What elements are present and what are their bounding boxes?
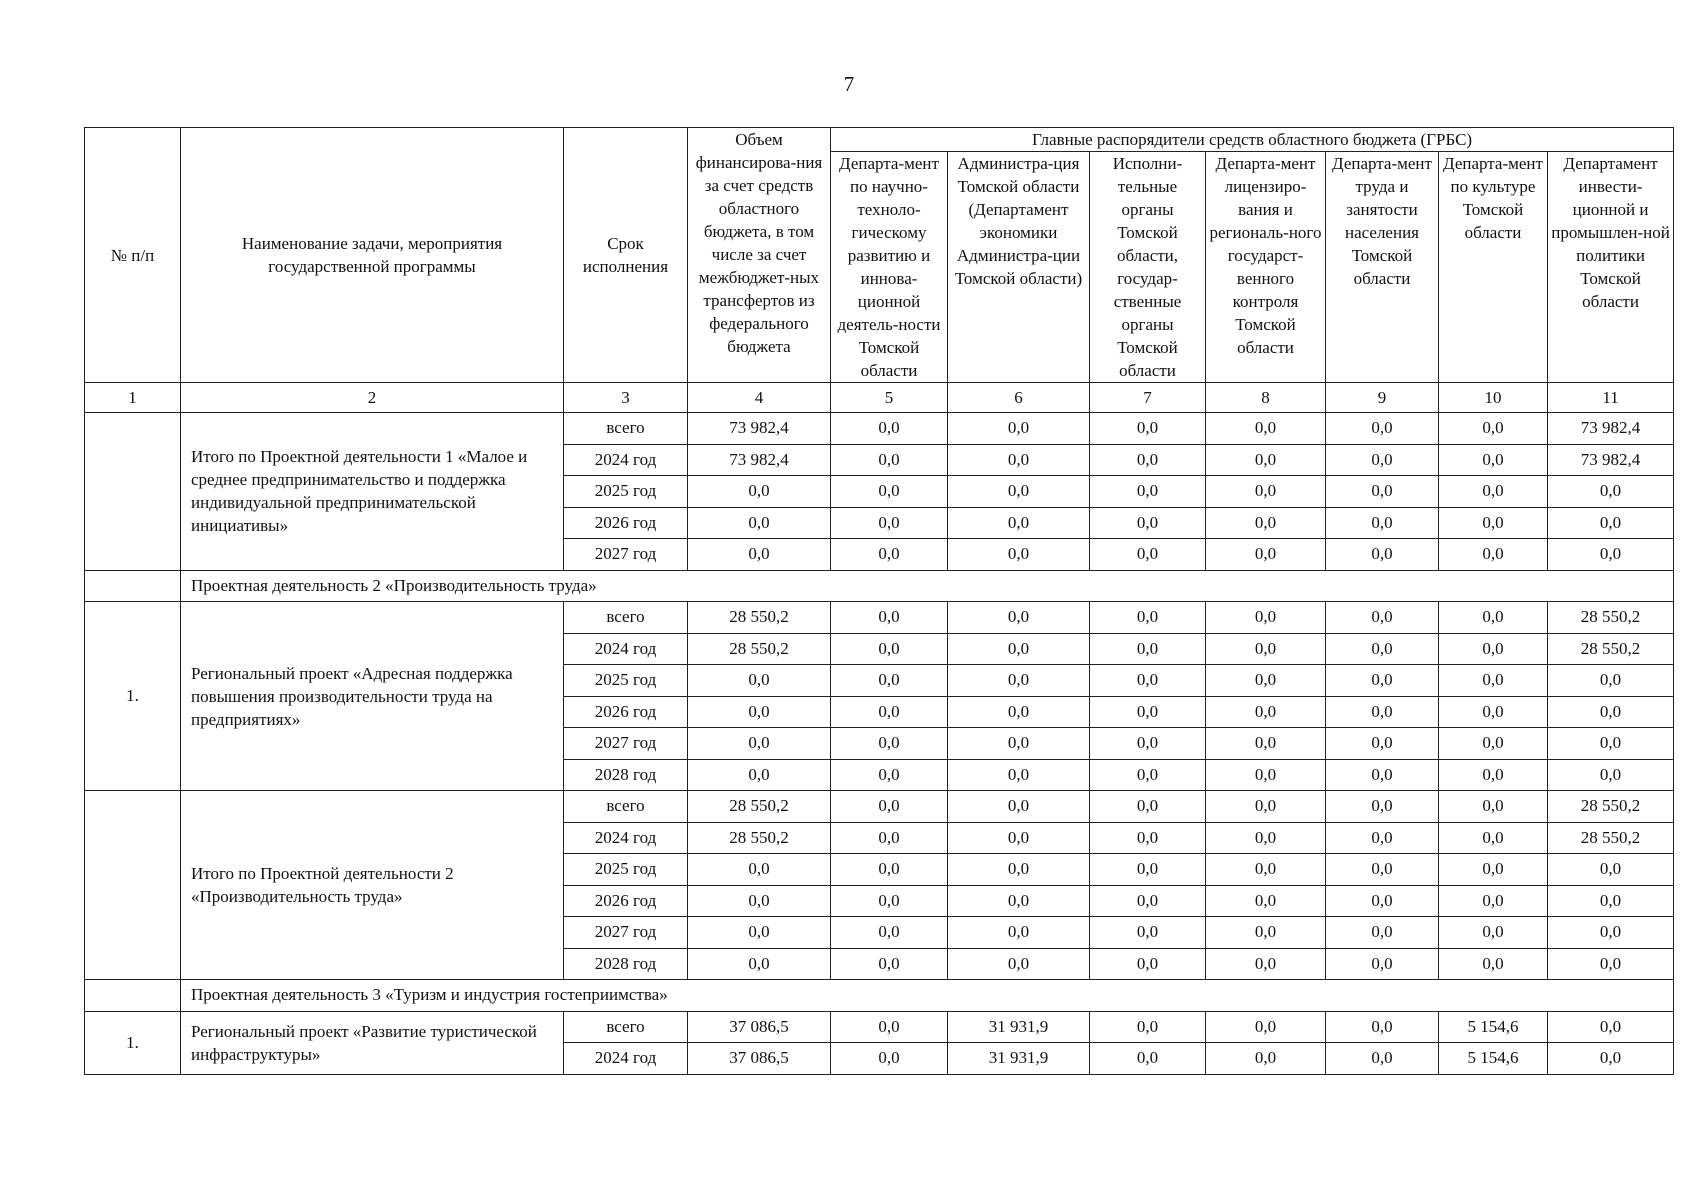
term-cell: 2024 год (564, 633, 688, 665)
column-number: 1 (85, 383, 181, 413)
value-cell-labour: 0,0 (1326, 665, 1439, 697)
term-cell: 2028 год (564, 948, 688, 980)
value-cell-administration: 0,0 (948, 633, 1090, 665)
value-cell-administration: 0,0 (948, 791, 1090, 823)
value-cell-administration: 0,0 (948, 476, 1090, 508)
value-cell-volume: 37 086,5 (688, 1011, 831, 1043)
section-row (85, 570, 1674, 602)
column-number: 8 (1206, 383, 1326, 413)
value-cell-culture: 0,0 (1439, 507, 1548, 539)
value-cell-executive-bodies: 0,0 (1090, 696, 1206, 728)
value-cell-culture: 0,0 (1439, 413, 1548, 445)
header-grbs-labour: Департа-мент труда и занятости населения Томской области (1326, 152, 1439, 383)
value-cell-executive-bodies: 0,0 (1090, 444, 1206, 476)
value-cell-science: 0,0 (831, 822, 948, 854)
column-number: 3 (564, 383, 688, 413)
term-cell: 2027 год (564, 917, 688, 949)
header-col-name: Наименование задачи, мероприятия государственной программы (181, 128, 564, 383)
value-cell-volume: 28 550,2 (688, 633, 831, 665)
term-cell: всего (564, 791, 688, 823)
value-cell-science: 0,0 (831, 476, 948, 508)
term-cell: 2024 год (564, 1043, 688, 1075)
column-number: 2 (181, 383, 564, 413)
value-cell-licensing: 0,0 (1206, 507, 1326, 539)
value-cell-culture: 0,0 (1439, 476, 1548, 508)
column-number: 7 (1090, 383, 1206, 413)
value-cell-culture: 5 154,6 (1439, 1011, 1548, 1043)
term-cell: 2025 год (564, 665, 688, 697)
value-cell-executive-bodies: 0,0 (1090, 854, 1206, 886)
value-cell-licensing: 0,0 (1206, 885, 1326, 917)
value-cell-science: 0,0 (831, 1011, 948, 1043)
term-cell: 2028 год (564, 759, 688, 791)
value-cell-administration: 0,0 (948, 602, 1090, 634)
value-cell-licensing: 0,0 (1206, 917, 1326, 949)
value-cell-labour: 0,0 (1326, 1011, 1439, 1043)
value-cell-culture: 0,0 (1439, 917, 1548, 949)
value-cell-culture: 0,0 (1439, 728, 1548, 760)
term-cell: всего (564, 1011, 688, 1043)
value-cell-volume: 28 550,2 (688, 822, 831, 854)
value-cell-science: 0,0 (831, 791, 948, 823)
value-cell-labour: 0,0 (1326, 854, 1439, 886)
value-cell-administration: 0,0 (948, 822, 1090, 854)
value-cell-investment: 0,0 (1548, 759, 1674, 791)
header-col-term: Срок исполнения (564, 128, 688, 383)
activity-name: Региональный проект «Развитие туристической инфраструктуры» (181, 1011, 564, 1074)
value-cell-executive-bodies: 0,0 (1090, 507, 1206, 539)
value-cell-investment: 0,0 (1548, 1011, 1674, 1043)
value-cell-science: 0,0 (831, 539, 948, 571)
value-cell-labour: 0,0 (1326, 917, 1439, 949)
value-cell-culture: 0,0 (1439, 665, 1548, 697)
table-row (85, 602, 1674, 634)
table-row (85, 413, 1674, 445)
value-cell-administration: 31 931,9 (948, 1043, 1090, 1075)
value-cell-culture: 0,0 (1439, 822, 1548, 854)
value-cell-licensing: 0,0 (1206, 948, 1326, 980)
value-cell-volume: 0,0 (688, 948, 831, 980)
value-cell-labour: 0,0 (1326, 413, 1439, 445)
header-grbs-culture: Департа-мент по культуре Томской области (1439, 152, 1548, 383)
value-cell-volume: 0,0 (688, 854, 831, 886)
value-cell-investment: 0,0 (1548, 696, 1674, 728)
value-cell-executive-bodies: 0,0 (1090, 728, 1206, 760)
value-cell-administration: 0,0 (948, 854, 1090, 886)
value-cell-investment: 73 982,4 (1548, 444, 1674, 476)
value-cell-administration: 0,0 (948, 885, 1090, 917)
value-cell-administration: 0,0 (948, 696, 1090, 728)
term-cell: 2025 год (564, 476, 688, 508)
value-cell-labour: 0,0 (1326, 539, 1439, 571)
value-cell-executive-bodies: 0,0 (1090, 413, 1206, 445)
value-cell-investment: 0,0 (1548, 885, 1674, 917)
value-cell-administration: 0,0 (948, 507, 1090, 539)
value-cell-volume: 37 086,5 (688, 1043, 831, 1075)
section-index-cell (85, 570, 181, 602)
value-cell-executive-bodies: 0,0 (1090, 633, 1206, 665)
value-cell-licensing: 0,0 (1206, 1011, 1326, 1043)
value-cell-licensing: 0,0 (1206, 854, 1326, 886)
term-cell: 2025 год (564, 854, 688, 886)
table-header (85, 128, 1674, 413)
value-cell-executive-bodies: 0,0 (1090, 917, 1206, 949)
column-number: 6 (948, 383, 1090, 413)
header-grbs-administration: Администра-ция Томской области (Департамент экономики Администра-ции Томской области) (948, 152, 1090, 383)
value-cell-investment: 0,0 (1548, 728, 1674, 760)
term-cell: 2026 год (564, 696, 688, 728)
value-cell-science: 0,0 (831, 728, 948, 760)
value-cell-administration: 0,0 (948, 948, 1090, 980)
value-cell-labour: 0,0 (1326, 444, 1439, 476)
value-cell-administration: 0,0 (948, 539, 1090, 571)
value-cell-executive-bodies: 0,0 (1090, 665, 1206, 697)
column-number: 11 (1548, 383, 1674, 413)
column-number: 5 (831, 383, 948, 413)
value-cell-science: 0,0 (831, 507, 948, 539)
value-cell-licensing: 0,0 (1206, 822, 1326, 854)
value-cell-licensing: 0,0 (1206, 602, 1326, 634)
value-cell-investment: 0,0 (1548, 1043, 1674, 1075)
header-grbs-investment: Департамент инвести-ционной и промышлен-ной политики Томской области (1548, 152, 1674, 383)
header-grbs-licensing: Департа-мент лицензиро-вания и региональ-ного государст-венного контроля Томской области (1206, 152, 1326, 383)
value-cell-culture: 0,0 (1439, 854, 1548, 886)
value-cell-culture: 0,0 (1439, 885, 1548, 917)
header-grbs-title: Главные распорядители средств областного бюджета (ГРБС) (831, 128, 1674, 152)
row-index: 1. (85, 1011, 181, 1074)
value-cell-investment: 28 550,2 (1548, 822, 1674, 854)
value-cell-investment: 0,0 (1548, 507, 1674, 539)
value-cell-investment: 73 982,4 (1548, 413, 1674, 445)
value-cell-administration: 0,0 (948, 759, 1090, 791)
value-cell-labour: 0,0 (1326, 791, 1439, 823)
value-cell-investment: 28 550,2 (1548, 791, 1674, 823)
table-row (85, 791, 1674, 823)
value-cell-volume: 0,0 (688, 507, 831, 539)
value-cell-labour: 0,0 (1326, 602, 1439, 634)
value-cell-volume: 0,0 (688, 728, 831, 760)
value-cell-culture: 0,0 (1439, 948, 1548, 980)
value-cell-science: 0,0 (831, 1043, 948, 1075)
value-cell-licensing: 0,0 (1206, 476, 1326, 508)
value-cell-administration: 0,0 (948, 728, 1090, 760)
header-grbs-science: Департа-мент по научно-техноло-гическому развитию и иннова-ционной деятель-ности Томской области (831, 152, 948, 383)
value-cell-volume: 28 550,2 (688, 791, 831, 823)
term-cell: 2027 год (564, 728, 688, 760)
value-cell-investment: 28 550,2 (1548, 602, 1674, 634)
value-cell-executive-bodies: 0,0 (1090, 791, 1206, 823)
value-cell-licensing: 0,0 (1206, 696, 1326, 728)
value-cell-administration: 0,0 (948, 413, 1090, 445)
value-cell-volume: 0,0 (688, 665, 831, 697)
value-cell-executive-bodies: 0,0 (1090, 759, 1206, 791)
value-cell-investment: 28 550,2 (1548, 633, 1674, 665)
value-cell-executive-bodies: 0,0 (1090, 948, 1206, 980)
value-cell-licensing: 0,0 (1206, 539, 1326, 571)
section-index-cell (85, 980, 181, 1012)
column-number: 4 (688, 383, 831, 413)
section-title: Проектная деятельность 3 «Туризм и индустрия гостеприимства» (181, 980, 1674, 1012)
value-cell-licensing: 0,0 (1206, 665, 1326, 697)
value-cell-science: 0,0 (831, 413, 948, 445)
value-cell-licensing: 0,0 (1206, 633, 1326, 665)
value-cell-executive-bodies: 0,0 (1090, 602, 1206, 634)
value-cell-labour: 0,0 (1326, 728, 1439, 760)
row-index (85, 791, 181, 980)
term-cell: всего (564, 602, 688, 634)
header-grbs-executive-bodies: Исполни-тельные органы Томской области, государ-ственные органы Томской области (1090, 152, 1206, 383)
value-cell-science: 0,0 (831, 665, 948, 697)
value-cell-volume: 73 982,4 (688, 413, 831, 445)
value-cell-administration: 0,0 (948, 665, 1090, 697)
value-cell-culture: 0,0 (1439, 539, 1548, 571)
value-cell-volume: 0,0 (688, 696, 831, 728)
value-cell-executive-bodies: 0,0 (1090, 539, 1206, 571)
value-cell-science: 0,0 (831, 854, 948, 886)
value-cell-administration: 31 931,9 (948, 1011, 1090, 1043)
value-cell-volume: 28 550,2 (688, 602, 831, 634)
value-cell-licensing: 0,0 (1206, 444, 1326, 476)
value-cell-investment: 0,0 (1548, 539, 1674, 571)
value-cell-executive-bodies: 0,0 (1090, 476, 1206, 508)
row-index: 1. (85, 602, 181, 791)
table-body (85, 413, 1674, 1075)
value-cell-volume: 0,0 (688, 476, 831, 508)
value-cell-licensing: 0,0 (1206, 413, 1326, 445)
value-cell-investment: 0,0 (1548, 665, 1674, 697)
value-cell-investment: 0,0 (1548, 476, 1674, 508)
value-cell-culture: 5 154,6 (1439, 1043, 1548, 1075)
column-number: 10 (1439, 383, 1548, 413)
value-cell-culture: 0,0 (1439, 791, 1548, 823)
table-row (85, 1011, 1674, 1043)
value-cell-executive-bodies: 0,0 (1090, 885, 1206, 917)
value-cell-volume: 0,0 (688, 885, 831, 917)
column-number-row (85, 383, 1674, 413)
budget-table (84, 127, 1674, 1075)
column-number: 9 (1326, 383, 1439, 413)
value-cell-investment: 0,0 (1548, 854, 1674, 886)
section-title: Проектная деятельность 2 «Производительность труда» (181, 570, 1674, 602)
value-cell-labour: 0,0 (1326, 633, 1439, 665)
value-cell-labour: 0,0 (1326, 476, 1439, 508)
value-cell-licensing: 0,0 (1206, 791, 1326, 823)
section-row (85, 980, 1674, 1012)
value-cell-science: 0,0 (831, 602, 948, 634)
value-cell-labour: 0,0 (1326, 1043, 1439, 1075)
value-cell-volume: 0,0 (688, 759, 831, 791)
value-cell-science: 0,0 (831, 696, 948, 728)
value-cell-volume: 0,0 (688, 917, 831, 949)
value-cell-executive-bodies: 0,0 (1090, 1011, 1206, 1043)
value-cell-investment: 0,0 (1548, 917, 1674, 949)
value-cell-culture: 0,0 (1439, 602, 1548, 634)
value-cell-culture: 0,0 (1439, 759, 1548, 791)
header-col-number: № п/п (85, 128, 181, 383)
value-cell-executive-bodies: 0,0 (1090, 1043, 1206, 1075)
value-cell-culture: 0,0 (1439, 444, 1548, 476)
activity-name: Итого по Проектной деятельности 1 «Малое и среднее предпринимательство и поддержка индивидуальной предпринимательской инициативы» (181, 413, 564, 571)
value-cell-culture: 0,0 (1439, 696, 1548, 728)
value-cell-investment: 0,0 (1548, 948, 1674, 980)
value-cell-science: 0,0 (831, 948, 948, 980)
value-cell-science: 0,0 (831, 885, 948, 917)
header-col-volume: Объем финансирова-ния за счет средств областного бюджета, в том числе за счет межбюджет-ных трансфертов из федерального бюджета (688, 128, 831, 383)
activity-name: Итого по Проектной деятельности 2 «Производительность труда» (181, 791, 564, 980)
value-cell-science: 0,0 (831, 917, 948, 949)
term-cell: 2024 год (564, 822, 688, 854)
value-cell-licensing: 0,0 (1206, 759, 1326, 791)
value-cell-volume: 0,0 (688, 539, 831, 571)
value-cell-administration: 0,0 (948, 917, 1090, 949)
value-cell-labour: 0,0 (1326, 948, 1439, 980)
value-cell-volume: 73 982,4 (688, 444, 831, 476)
value-cell-science: 0,0 (831, 759, 948, 791)
activity-name: Региональный проект «Адресная поддержка повышения производительности труда на предприятиях» (181, 602, 564, 791)
value-cell-labour: 0,0 (1326, 822, 1439, 854)
value-cell-labour: 0,0 (1326, 696, 1439, 728)
row-index (85, 413, 181, 571)
page-number: 7 (843, 72, 855, 96)
value-cell-science: 0,0 (831, 444, 948, 476)
value-cell-executive-bodies: 0,0 (1090, 822, 1206, 854)
value-cell-labour: 0,0 (1326, 507, 1439, 539)
value-cell-labour: 0,0 (1326, 885, 1439, 917)
term-cell: 2027 год (564, 539, 688, 571)
value-cell-culture: 0,0 (1439, 633, 1548, 665)
value-cell-science: 0,0 (831, 633, 948, 665)
value-cell-licensing: 0,0 (1206, 728, 1326, 760)
value-cell-labour: 0,0 (1326, 759, 1439, 791)
term-cell: 2026 год (564, 885, 688, 917)
term-cell: 2024 год (564, 444, 688, 476)
value-cell-administration: 0,0 (948, 444, 1090, 476)
value-cell-licensing: 0,0 (1206, 1043, 1326, 1075)
term-cell: 2026 год (564, 507, 688, 539)
term-cell: всего (564, 413, 688, 445)
